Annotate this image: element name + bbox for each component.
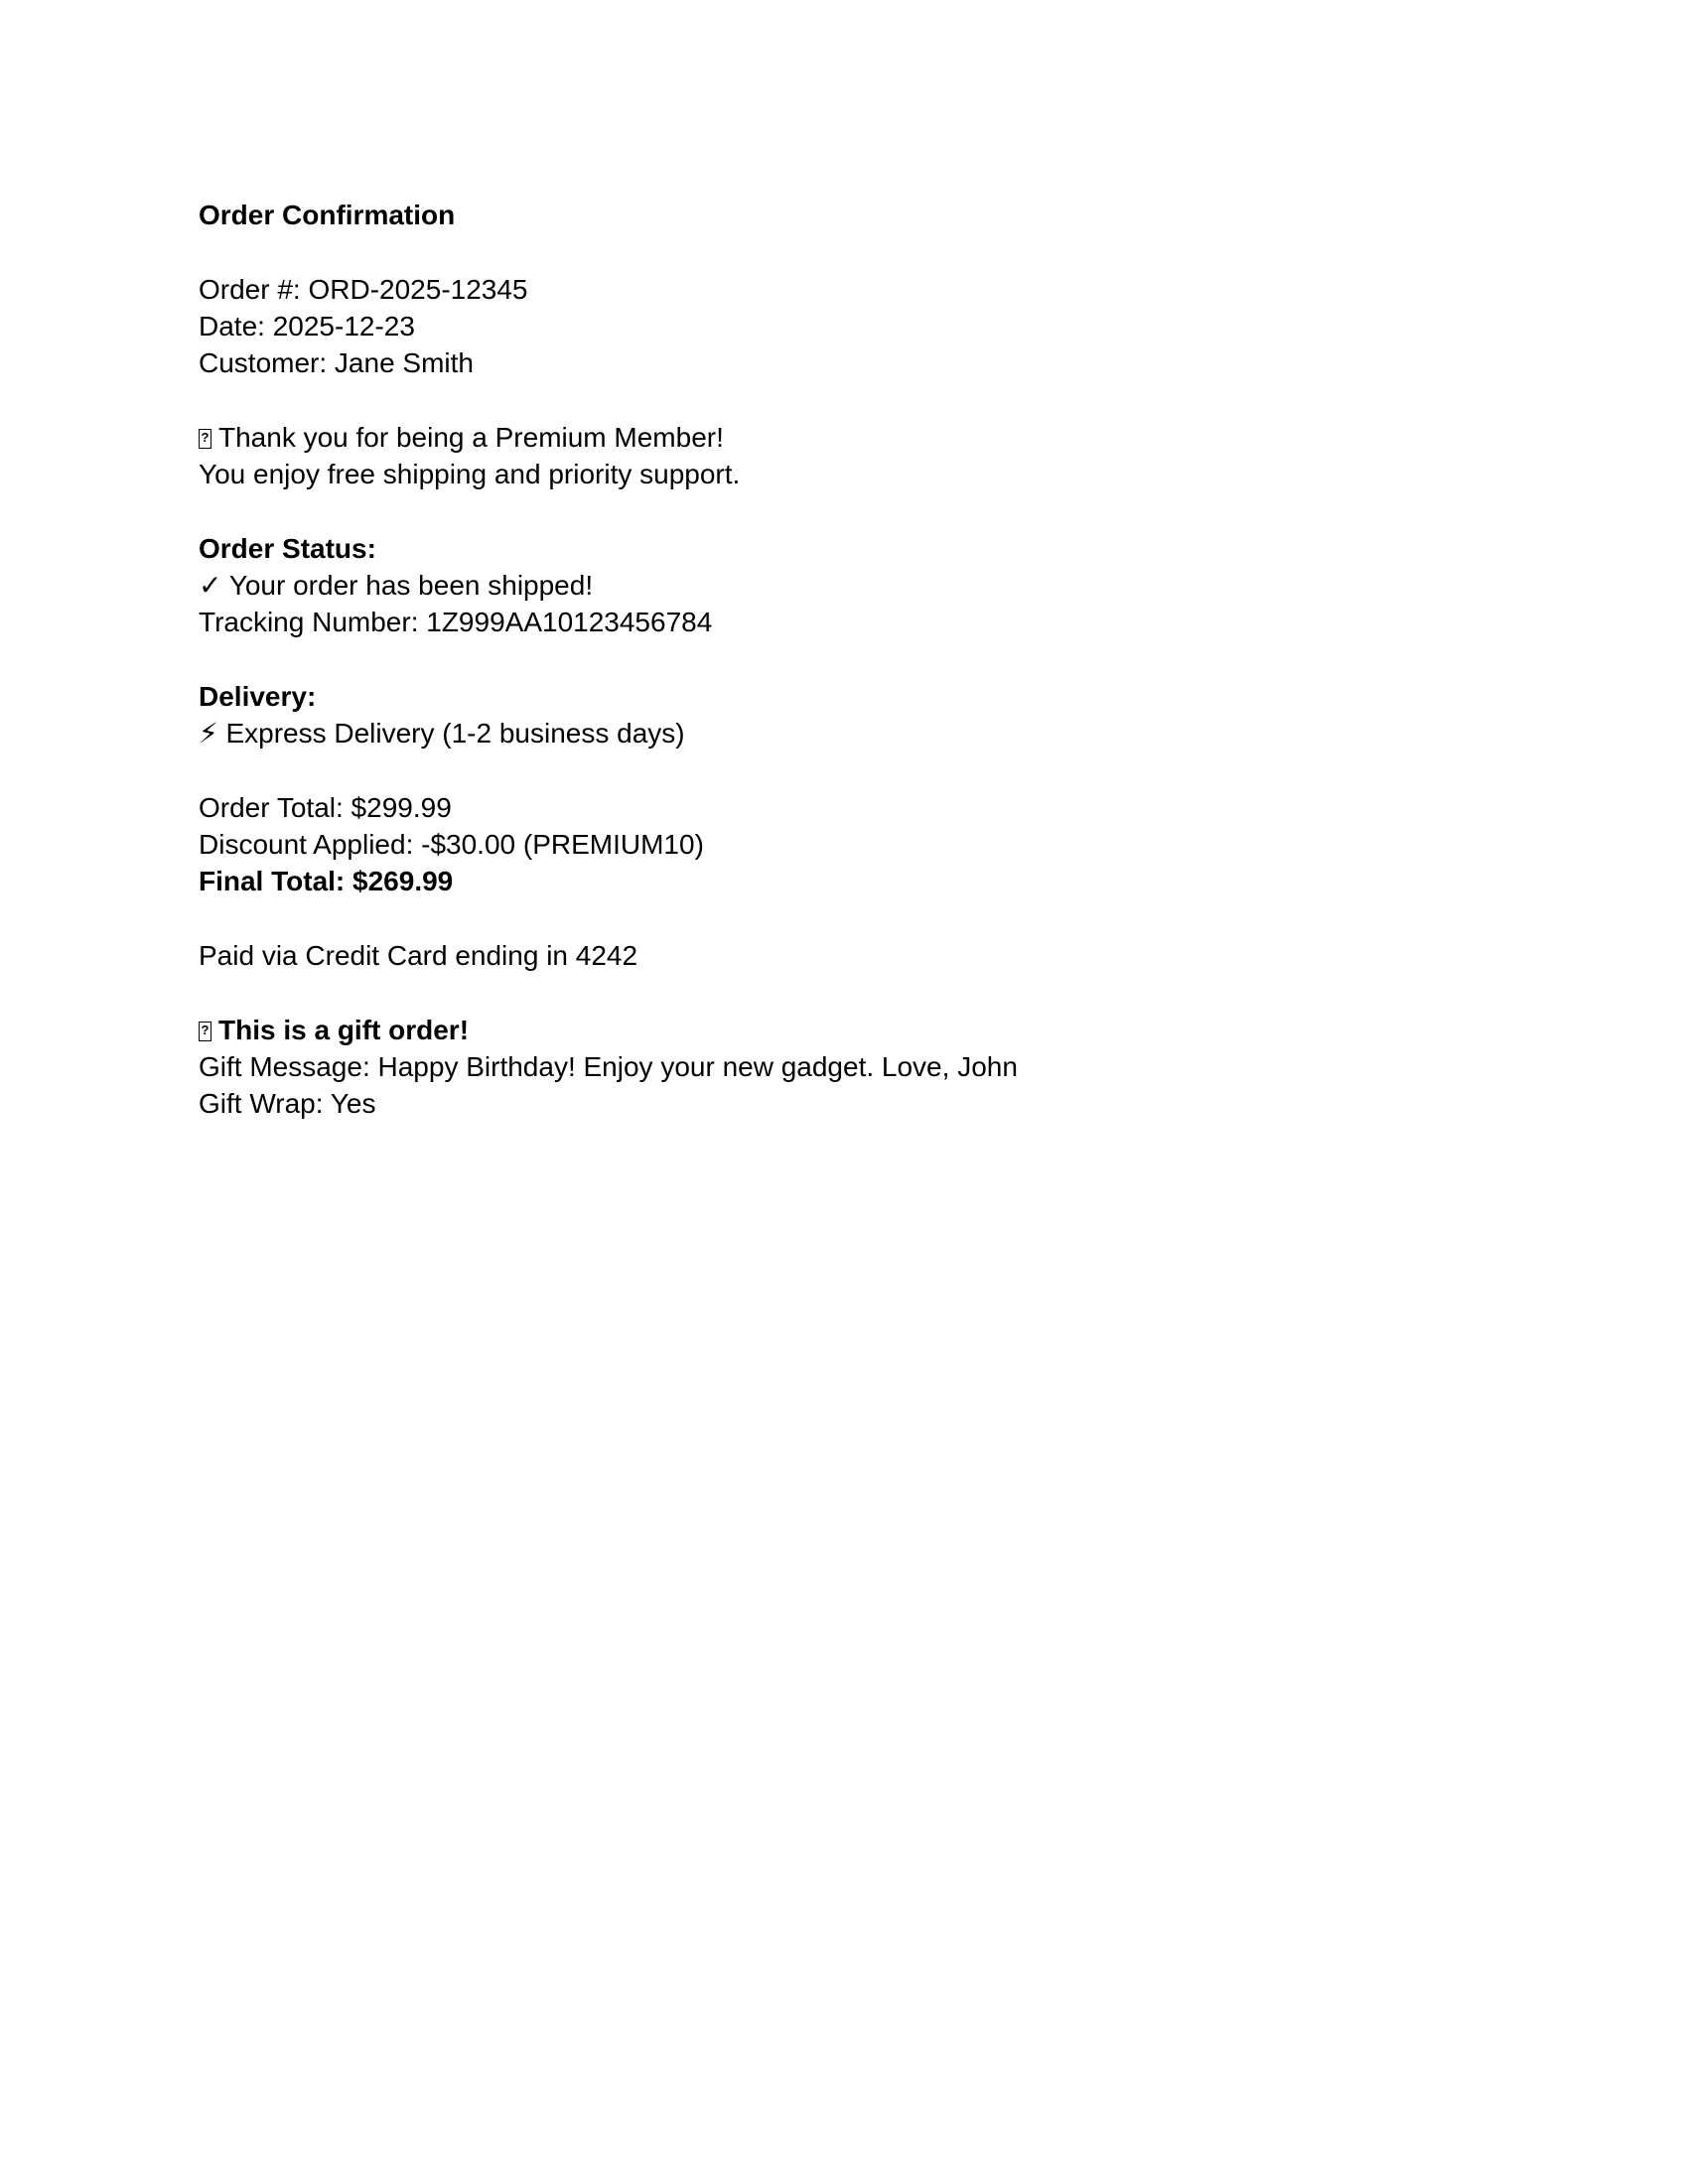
check-icon: ✓ bbox=[199, 569, 222, 601]
document-title: Order Confirmation bbox=[199, 200, 456, 230]
premium-thanks-line bbox=[199, 419, 1489, 456]
gift-wrap: Gift Wrap: Yes bbox=[199, 1088, 376, 1120]
delivery-heading: Delivery: bbox=[199, 680, 317, 712]
spacer bbox=[199, 492, 1489, 529]
delivery-method-text: Express Delivery (1-2 business days) bbox=[225, 718, 685, 750]
spacer bbox=[199, 233, 1489, 270]
spacer bbox=[199, 641, 1489, 678]
gift-heading-text: This is a gift order! bbox=[218, 1014, 470, 1045]
payment-method: Paid via Credit Card ending in 4242 bbox=[199, 939, 638, 971]
premium-benefits: You enjoy free shipping and priority support. bbox=[199, 459, 741, 490]
shipped-status-line bbox=[199, 567, 1489, 604]
gift-message: Gift Message: Happy Birthday! Enjoy your new gadget. Love, John bbox=[199, 1050, 1018, 1082]
gift-heading-line bbox=[199, 1012, 1489, 1048]
order-number: Order #: ORD-2025-12345 bbox=[199, 273, 528, 305]
order-confirmation-document bbox=[199, 197, 1489, 1122]
tracking-number: Tracking Number: 1Z999AA10123456784 bbox=[199, 607, 713, 638]
final-total: Final Total: $269.99 bbox=[199, 866, 454, 897]
order-total: Order Total: $299.99 bbox=[199, 791, 452, 823]
discount-applied: Discount Applied: -$30.00 (PREMIUM10) bbox=[199, 829, 704, 861]
shipped-status-text: Your order has been shipped! bbox=[228, 569, 594, 601]
order-date: Date: 2025-12-23 bbox=[199, 310, 415, 341]
spacer bbox=[199, 900, 1489, 937]
spacer bbox=[199, 974, 1489, 1011]
premium-thanks-text: Thank you for being a Premium Member! bbox=[218, 421, 724, 453]
missing-glyph-icon bbox=[199, 429, 211, 449]
order-status-heading: Order Status: bbox=[199, 532, 376, 564]
customer-name: Customer: Jane Smith bbox=[199, 347, 474, 379]
lightning-bolt-icon: ⚡ bbox=[199, 718, 218, 750]
missing-glyph-icon bbox=[199, 1022, 211, 1041]
spacer bbox=[199, 751, 1489, 788]
delivery-method-line bbox=[199, 715, 1489, 751]
spacer bbox=[199, 381, 1489, 418]
